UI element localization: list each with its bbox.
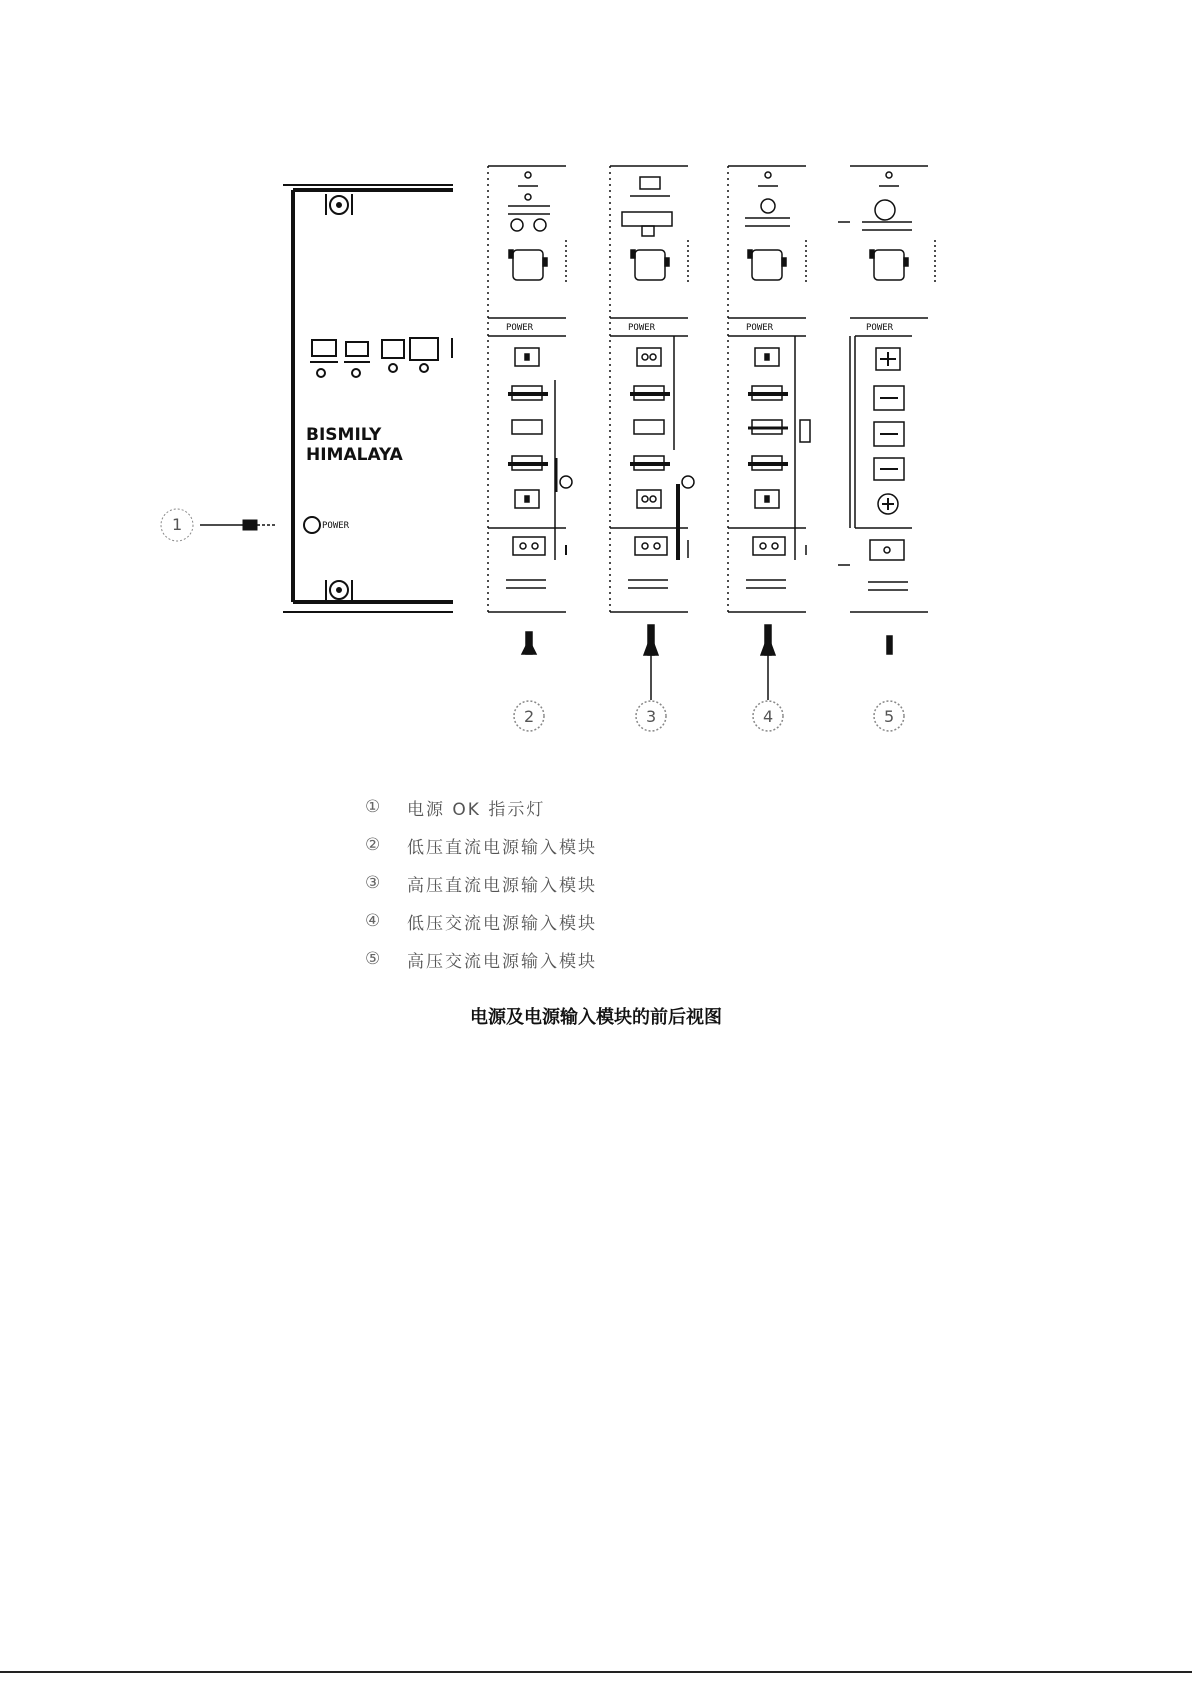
legend-number: ① — [365, 797, 383, 817]
callout-4-marker: 4 — [763, 707, 774, 726]
chassis-panel — [283, 185, 453, 612]
legend-number: ④ — [365, 911, 383, 931]
module-4-label: POWER — [746, 323, 774, 333]
legend-text: 高压直流电源输入模块 — [407, 875, 597, 896]
legend-item — [365, 902, 785, 940]
module-4 — [728, 166, 810, 731]
callout-5-marker: 5 — [884, 707, 895, 726]
legend-item — [365, 826, 785, 864]
callout-1-marker: 1 — [172, 515, 183, 534]
legend-item — [365, 864, 785, 902]
chassis-logo-line1: BISMILY — [306, 425, 382, 445]
legend-text: 低压交流电源输入模块 — [407, 913, 597, 934]
legend-text: 电源 OK 指示灯 — [407, 799, 546, 820]
legend-number: ② — [365, 835, 383, 855]
callout-2-marker: 2 — [524, 707, 535, 726]
page-bottom-rule — [0, 1671, 1192, 1673]
module-5 — [838, 166, 935, 731]
module-2-label: POWER — [506, 323, 534, 333]
figure-caption: 电源及电源输入模块的前后视图 — [470, 1007, 722, 1028]
legend-item — [365, 788, 785, 826]
legend — [365, 788, 785, 978]
legend-text: 低压直流电源输入模块 — [407, 837, 597, 858]
module-2 — [488, 166, 572, 731]
callout-3-marker: 3 — [646, 707, 657, 726]
legend-number: ⑤ — [365, 949, 383, 969]
legend-number: ③ — [365, 873, 383, 893]
module-diagram — [0, 0, 1192, 780]
chassis-logo-line2: HIMALAYA — [306, 445, 403, 465]
module-3-label: POWER — [628, 323, 656, 333]
legend-item — [365, 940, 785, 978]
module-5-label: POWER — [866, 323, 894, 333]
legend-text: 高压交流电源输入模块 — [407, 951, 597, 972]
chassis-indicator-label: POWER — [322, 521, 350, 531]
module-3 — [610, 166, 694, 731]
